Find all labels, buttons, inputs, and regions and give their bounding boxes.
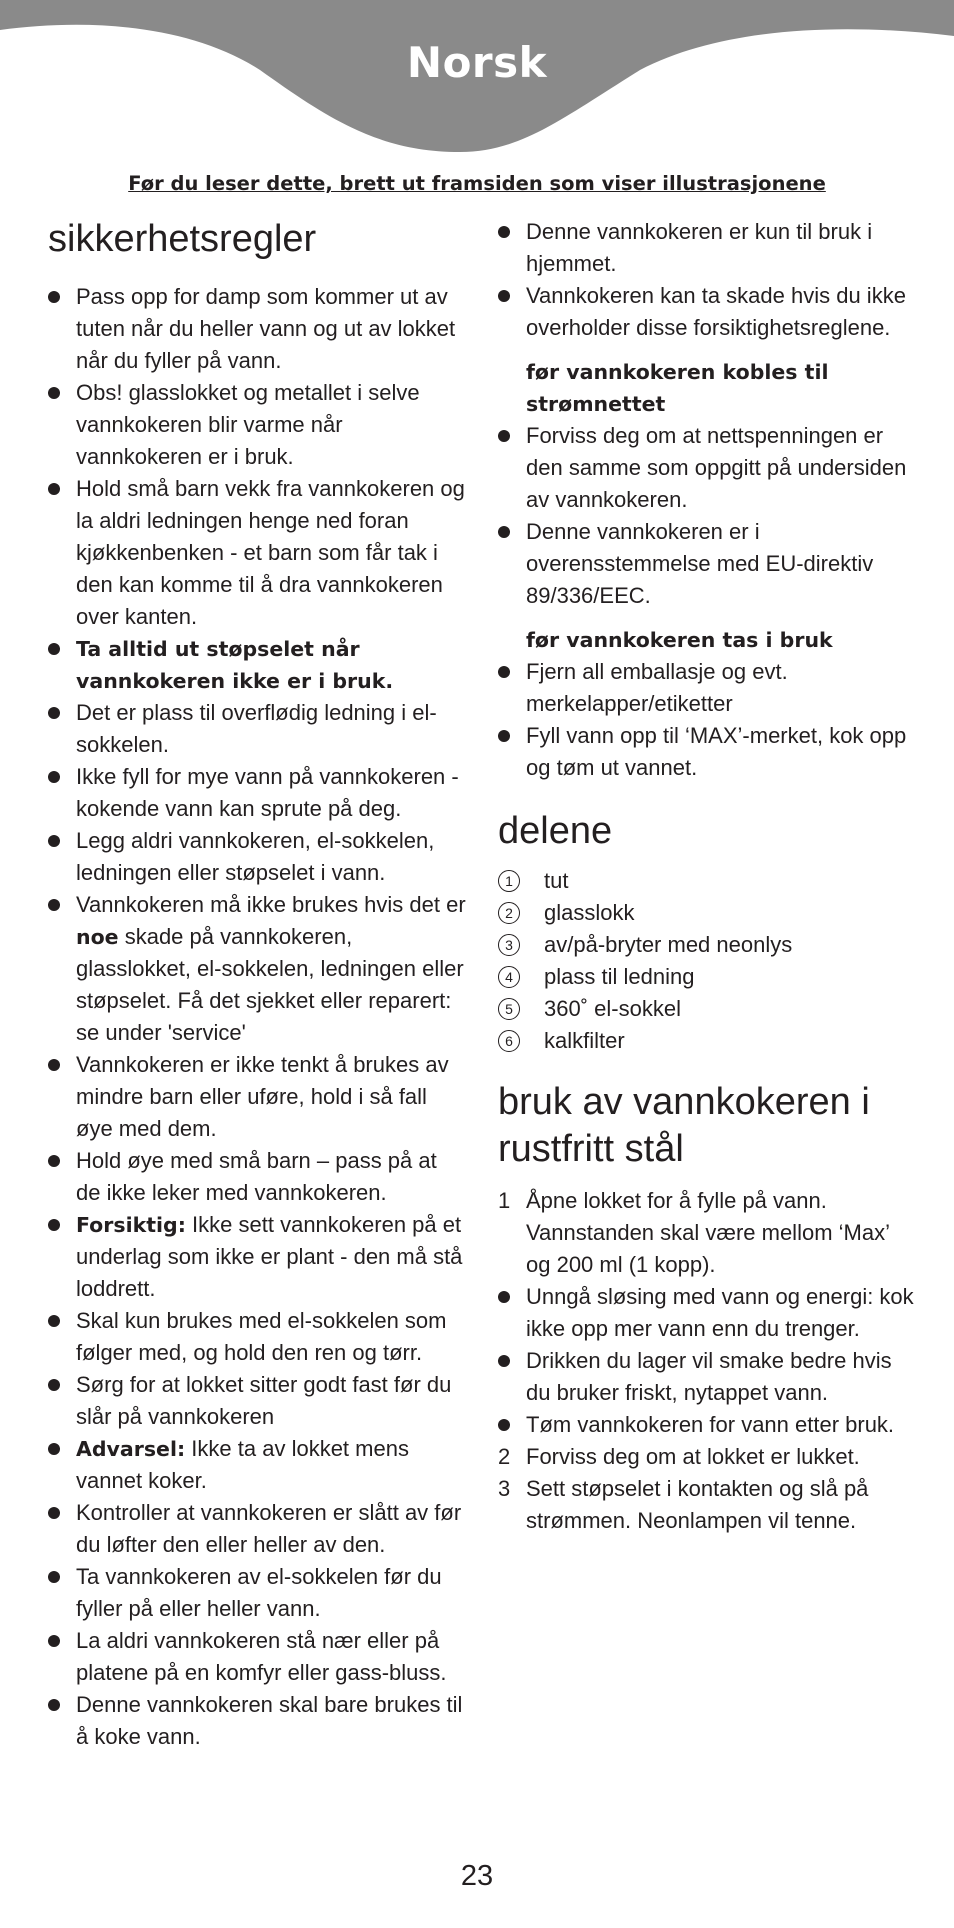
bullet-icon	[498, 1355, 510, 1367]
item-text: Denne vannkokeren er i overensstemmelse med EU-direktiv 89/336/EEC.	[526, 519, 874, 608]
bullet-icon	[48, 1443, 60, 1455]
safety-item	[48, 1433, 466, 1497]
part-label: tut	[544, 868, 569, 893]
part-label: av/på-bryter med neonlys	[544, 932, 793, 957]
page-number: 23	[460, 1860, 494, 1892]
item-text: Denne vannkokeren er kun til bruk i hjemmet.	[526, 219, 873, 276]
bullet-icon	[48, 1379, 60, 1391]
emphasis-text: Advarsel:	[76, 1437, 186, 1461]
safety-list-continued	[498, 216, 916, 344]
item-text: Vannkokeren kan ta skade hvis du ikke overholder disse forsiktighetsreglene.	[526, 283, 906, 340]
bullet-icon	[498, 226, 510, 238]
part-item	[498, 897, 916, 929]
intro-note: Før du leser dette, brett ut framsiden som viser illustrasjonene	[128, 172, 826, 195]
before-use-item	[498, 720, 916, 784]
safety-item	[48, 1209, 466, 1305]
parts-list	[498, 865, 916, 1057]
bullet-icon	[48, 291, 60, 303]
bullet-icon	[48, 1315, 60, 1327]
safety-item	[48, 697, 466, 761]
emphasis-text: Forsiktig:	[76, 1213, 186, 1237]
part-label: plass til ledning	[544, 964, 695, 989]
item-text: Ikke fyll for mye vann på vannkokeren - kokende vann kan sprute på deg.	[76, 764, 459, 821]
item-text: Hold øye med små barn – pass på at de ikke leker med vannkokeren.	[76, 1148, 437, 1205]
item-text: Obs! glasslokket og metallet i selve vannkokeren blir varme når vannkokeren er i bruk.	[76, 380, 420, 469]
safety-item	[48, 473, 466, 633]
item-text: La aldri vannkokeren stå nær eller på platene på en komfyr eller gass-bluss.	[76, 1628, 447, 1685]
bullet-icon	[48, 835, 60, 847]
item-text: Sørg for at lokket sitter godt fast før du slår på vannkokeren	[76, 1372, 452, 1429]
section-heading-usage: bruk av vannkokeren i rustfritt stål	[498, 1081, 870, 1170]
safety-item	[48, 1369, 466, 1433]
step-text: Unngå sløsing med vann og energi: kok ikke opp mer vann enn du trenger.	[526, 1284, 914, 1341]
item-text: Ikke sett vannkokeren på et underlag som ikke er plant - den må stå loddrett.	[76, 1212, 463, 1301]
bullet-icon	[48, 387, 60, 399]
bullet-icon	[48, 1507, 60, 1519]
page-title: Norsk	[406, 38, 548, 87]
item-text: Det er plass til overflødig ledning i el-sokkelen.	[76, 700, 437, 757]
section-heading-safety: sikkerhetsregler	[48, 218, 317, 260]
bullet-icon	[48, 1699, 60, 1711]
circled-number-icon: 4	[498, 966, 520, 988]
usage-step	[498, 1281, 916, 1345]
circled-number-icon: 6	[498, 1030, 520, 1052]
item-text: Legg aldri vannkokeren, el-sokkelen, ledningen eller støpselet i vann.	[76, 828, 435, 885]
before-use-item	[498, 656, 916, 720]
usage-step	[498, 1185, 916, 1281]
safety-item	[48, 1689, 466, 1753]
part-label: 360˚ el-sokkel	[544, 996, 681, 1021]
circled-number-icon: 1	[498, 870, 520, 892]
bullet-icon	[48, 1571, 60, 1583]
usage-step	[498, 1345, 916, 1409]
safety-item	[48, 1305, 466, 1369]
bullet-icon	[498, 666, 510, 678]
step-number: 1	[498, 1188, 511, 1213]
part-item	[498, 961, 916, 993]
bullet-icon	[48, 483, 60, 495]
emphasis-text: noe	[76, 925, 119, 949]
safety-item	[48, 1561, 466, 1625]
item-text: Ikke ta av lokket mens vannet koker.	[76, 1436, 409, 1493]
bullet-icon	[48, 1635, 60, 1647]
usage-steps-list	[498, 1185, 916, 1537]
bullet-icon	[48, 1219, 60, 1231]
part-label: glasslokk	[544, 900, 635, 925]
before-connect-list	[498, 420, 916, 612]
usage-step	[498, 1409, 916, 1441]
subheading-before-use: før vannkokeren tas i bruk	[526, 628, 833, 652]
item-text: Denne vannkokeren skal bare brukes til å koke vann.	[76, 1692, 463, 1749]
step-text: Drikken du lager vil smake bedre hvis du bruker friskt, nytappet vann.	[526, 1348, 892, 1405]
step-number: 3	[498, 1476, 511, 1501]
usage-step	[498, 1441, 916, 1473]
part-item	[498, 929, 916, 961]
safety-item	[48, 633, 466, 697]
bullet-icon	[48, 899, 60, 911]
before-connect-item	[498, 420, 916, 516]
bullet-icon	[498, 290, 510, 302]
subheading-before-connect: før vannkokeren kobles til strømnettet	[526, 360, 829, 416]
bullet-icon	[48, 1059, 60, 1071]
part-item	[498, 865, 916, 897]
step-number: 2	[498, 1444, 511, 1469]
safety-item	[48, 889, 466, 1049]
item-text: Kontroller at vannkokeren er slått av før du løfter den eller heller av den.	[76, 1500, 462, 1557]
bullet-icon	[498, 730, 510, 742]
item-text: Skal kun brukes med el-sokkelen som følger med, og hold den ren og tørr.	[76, 1308, 447, 1365]
item-text: Forviss deg om at nettspenningen er den samme som oppgitt på undersiden av vannkokeren.	[526, 423, 907, 512]
item-text: Ta vannkokeren av el-sokkelen før du fyller på eller heller vann.	[76, 1564, 442, 1621]
safety-item	[48, 825, 466, 889]
bullet-icon	[498, 1419, 510, 1431]
section-heading-parts: delene	[498, 810, 613, 852]
before-use-list	[498, 656, 916, 784]
item-text: Vannkokeren må ikke brukes hvis det er	[76, 892, 466, 917]
right-column	[498, 216, 916, 1537]
before-connect-item	[498, 516, 916, 612]
item-text: skade på vannkokeren, glasslokket, el-sokkelen, ledningen eller støpselet. Få det sjekket eller reparert: se under 'service'	[76, 924, 464, 1045]
part-label: kalkfilter	[544, 1028, 625, 1053]
item-text: Pass opp for damp som kommer ut av tuten når du heller vann og ut av lokket når du fyller på vann.	[76, 284, 456, 373]
safety-item	[498, 280, 916, 344]
circled-number-icon: 5	[498, 998, 520, 1020]
item-text: Vannkokeren er ikke tenkt å brukes av mindre barn eller uføre, hold i så fall øye med dem.	[76, 1052, 449, 1141]
circled-number-icon: 2	[498, 902, 520, 924]
item-text: Fyll vann opp til ‘MAX’-merket, kok opp og tøm ut vannet.	[526, 723, 907, 780]
emphasis-text: Ta alltid ut støpselet når vannkokeren ikke er i bruk.	[76, 637, 394, 693]
usage-step	[498, 1473, 916, 1537]
safety-item	[48, 1497, 466, 1561]
part-item	[498, 1025, 916, 1057]
item-text: Fjern all emballasje og evt. merkelapper/etiketter	[526, 659, 788, 716]
safety-item	[48, 281, 466, 377]
bullet-icon	[48, 1155, 60, 1167]
bullet-icon	[48, 771, 60, 783]
circled-number-icon: 3	[498, 934, 520, 956]
bullet-icon	[48, 707, 60, 719]
step-text: Sett støpselet i kontakten og slå på strømmen. Neonlampen vil tenne.	[526, 1476, 869, 1533]
safety-item	[48, 1145, 466, 1209]
safety-item	[48, 377, 466, 473]
bullet-icon	[48, 643, 60, 655]
left-column	[48, 216, 466, 1753]
bullet-icon	[498, 430, 510, 442]
safety-item	[498, 216, 916, 280]
safety-item	[48, 1049, 466, 1145]
safety-item	[48, 761, 466, 825]
bullet-icon	[498, 526, 510, 538]
part-item	[498, 993, 916, 1025]
item-text: Hold små barn vekk fra vannkokeren og la aldri ledningen henge ned foran kjøkkenbenken - et barn som får tak i den kan komme til å dra vannkokeren over kanten.	[76, 476, 465, 629]
bullet-icon	[498, 1291, 510, 1303]
step-text: Forviss deg om at lokket er lukket.	[526, 1444, 860, 1469]
step-text: Tøm vannkokeren for vann etter bruk.	[526, 1412, 895, 1437]
safety-item	[48, 1625, 466, 1689]
step-text: Åpne lokket for å fylle på vann. Vannstanden skal være mellom ‘Max’ og 200 ml (1 kopp).	[526, 1188, 890, 1277]
safety-list	[48, 281, 466, 1753]
